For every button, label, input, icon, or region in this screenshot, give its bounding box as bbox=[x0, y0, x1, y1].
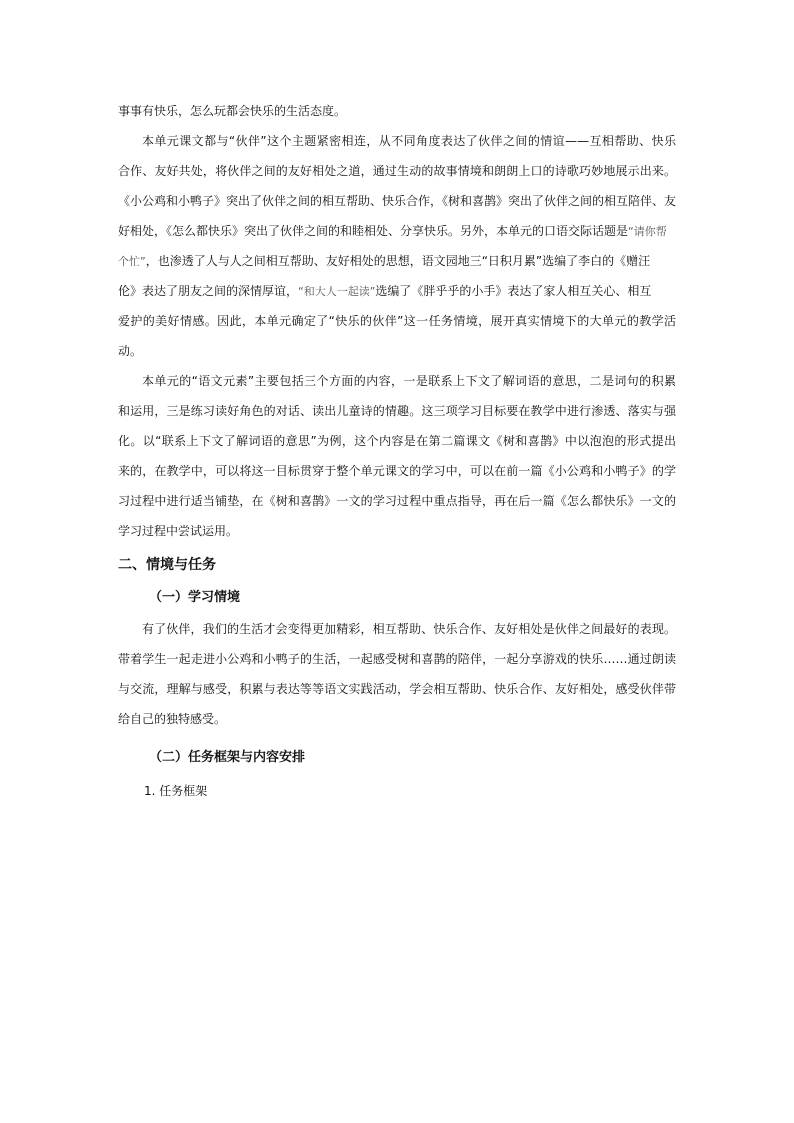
paragraph-line: 本单元的“语文元素”主要包括三个方面的内容，一是联系上下文了解词语的意思，二是词句的积累 bbox=[142, 374, 676, 388]
paragraph-line: 给自己的独特感受。 bbox=[118, 712, 227, 726]
paragraph-unit-overview bbox=[118, 126, 676, 366]
quoted-topic: “请你帮 bbox=[628, 225, 667, 238]
paragraph-line: 习过程中进行适当铺垫，在《树和喜鹊》一文的学习过程中重点指导，再在后一篇《怎么都快乐》一文的 bbox=[118, 494, 676, 508]
text-run: ，也渗透了人与人之间相互帮助、友好相处的思想，语文园地三“日积月累”选编了李白的《赠汪 bbox=[145, 254, 651, 268]
text-run: 选编了《胖乎乎的小手》表达了家人相互关心、相互 bbox=[375, 284, 652, 298]
quoted-topic: “和大人一起读” bbox=[298, 285, 376, 298]
paragraph-line: 合作、友好共处，将伙伴之间的友好相处之道，通过生动的故事情境和朗朗上口的诗歌巧妙地展示出来。 bbox=[118, 164, 676, 178]
paragraph-line: 事事有快乐，怎么玩都会快乐的生活态度。 bbox=[118, 104, 347, 118]
paragraph-line bbox=[118, 276, 676, 306]
paragraph-chinese-elements bbox=[118, 366, 676, 546]
sub-heading-learning-situation: （一）学习情境 bbox=[149, 590, 241, 605]
document-page bbox=[118, 96, 676, 808]
paragraph-line: 与交流，理解与感受，积累与表达等等语文实践活动，学会相互帮助、快乐合作、友好相处，感受伙伴带 bbox=[118, 682, 676, 696]
text-run: 好相处，《怎么都快乐》突出了伙伴之间的和睦相处、分享快乐。另外，本单元的口语交际话题是 bbox=[118, 224, 629, 238]
paragraph-line: 带着学生一起走进小公鸡和小鸭子的生活，一起感受树和喜鹊的陪伴，一起分享游戏的快乐……通过朗读 bbox=[118, 652, 676, 666]
paragraph-line: 爱护的美好情感。因此，本单元确定了“快乐的伙伴”这一任务情境，展开真实情境下的大单元的教学活 bbox=[118, 314, 676, 328]
quoted-topic: 个忙” bbox=[118, 255, 146, 268]
paragraph-learning-situation bbox=[118, 614, 676, 734]
section-heading: 二、情境与任务 bbox=[118, 557, 216, 573]
paragraph-line: 有了伙伴，我们的生活才会变得更加精彩，相互帮助、快乐合作、友好相处是伙伴之间最好的表现。 bbox=[142, 622, 676, 636]
sub-heading-task-framework: （二）任务框架与内容安排 bbox=[149, 750, 306, 765]
paragraph-line: 学习过程中尝试运用。 bbox=[118, 524, 239, 538]
paragraph-line: 动。 bbox=[118, 344, 143, 358]
list-item-task-framework: 1. 任务框架 bbox=[144, 784, 208, 798]
paragraph-line: 本单元课文都与“伙伴”这个主题紧密相连，从不同角度表达了伙伴之间的情谊——互相帮助、快乐 bbox=[142, 134, 676, 148]
paragraph-line: 和运用，三是练习读好角色的对话、读出儿童诗的情趣。这三项学习目标要在教学中进行渗透、落实与强 bbox=[118, 404, 676, 418]
paragraph-line bbox=[118, 216, 676, 246]
paragraph-line: 来的，在教学中，可以将这一目标贯穿于整个单元课文的学习中，可以在前一篇《小公鸡和小鸭子》的学 bbox=[118, 464, 676, 478]
paragraph-line bbox=[118, 246, 676, 276]
text-run: 伦》表达了朋友之间的深情厚谊， bbox=[118, 284, 299, 298]
paragraph-line: 《小公鸡和小鸭子》突出了伙伴之间的相互帮助、快乐合作，《树和喜鹊》突出了伙伴之间的相互陪伴、友 bbox=[118, 194, 676, 208]
paragraph-line: 化。以“联系上下文了解词语的意思”为例，这个内容是在第二篇课文《树和喜鹊》中以泡泡的形式提出 bbox=[118, 434, 676, 448]
